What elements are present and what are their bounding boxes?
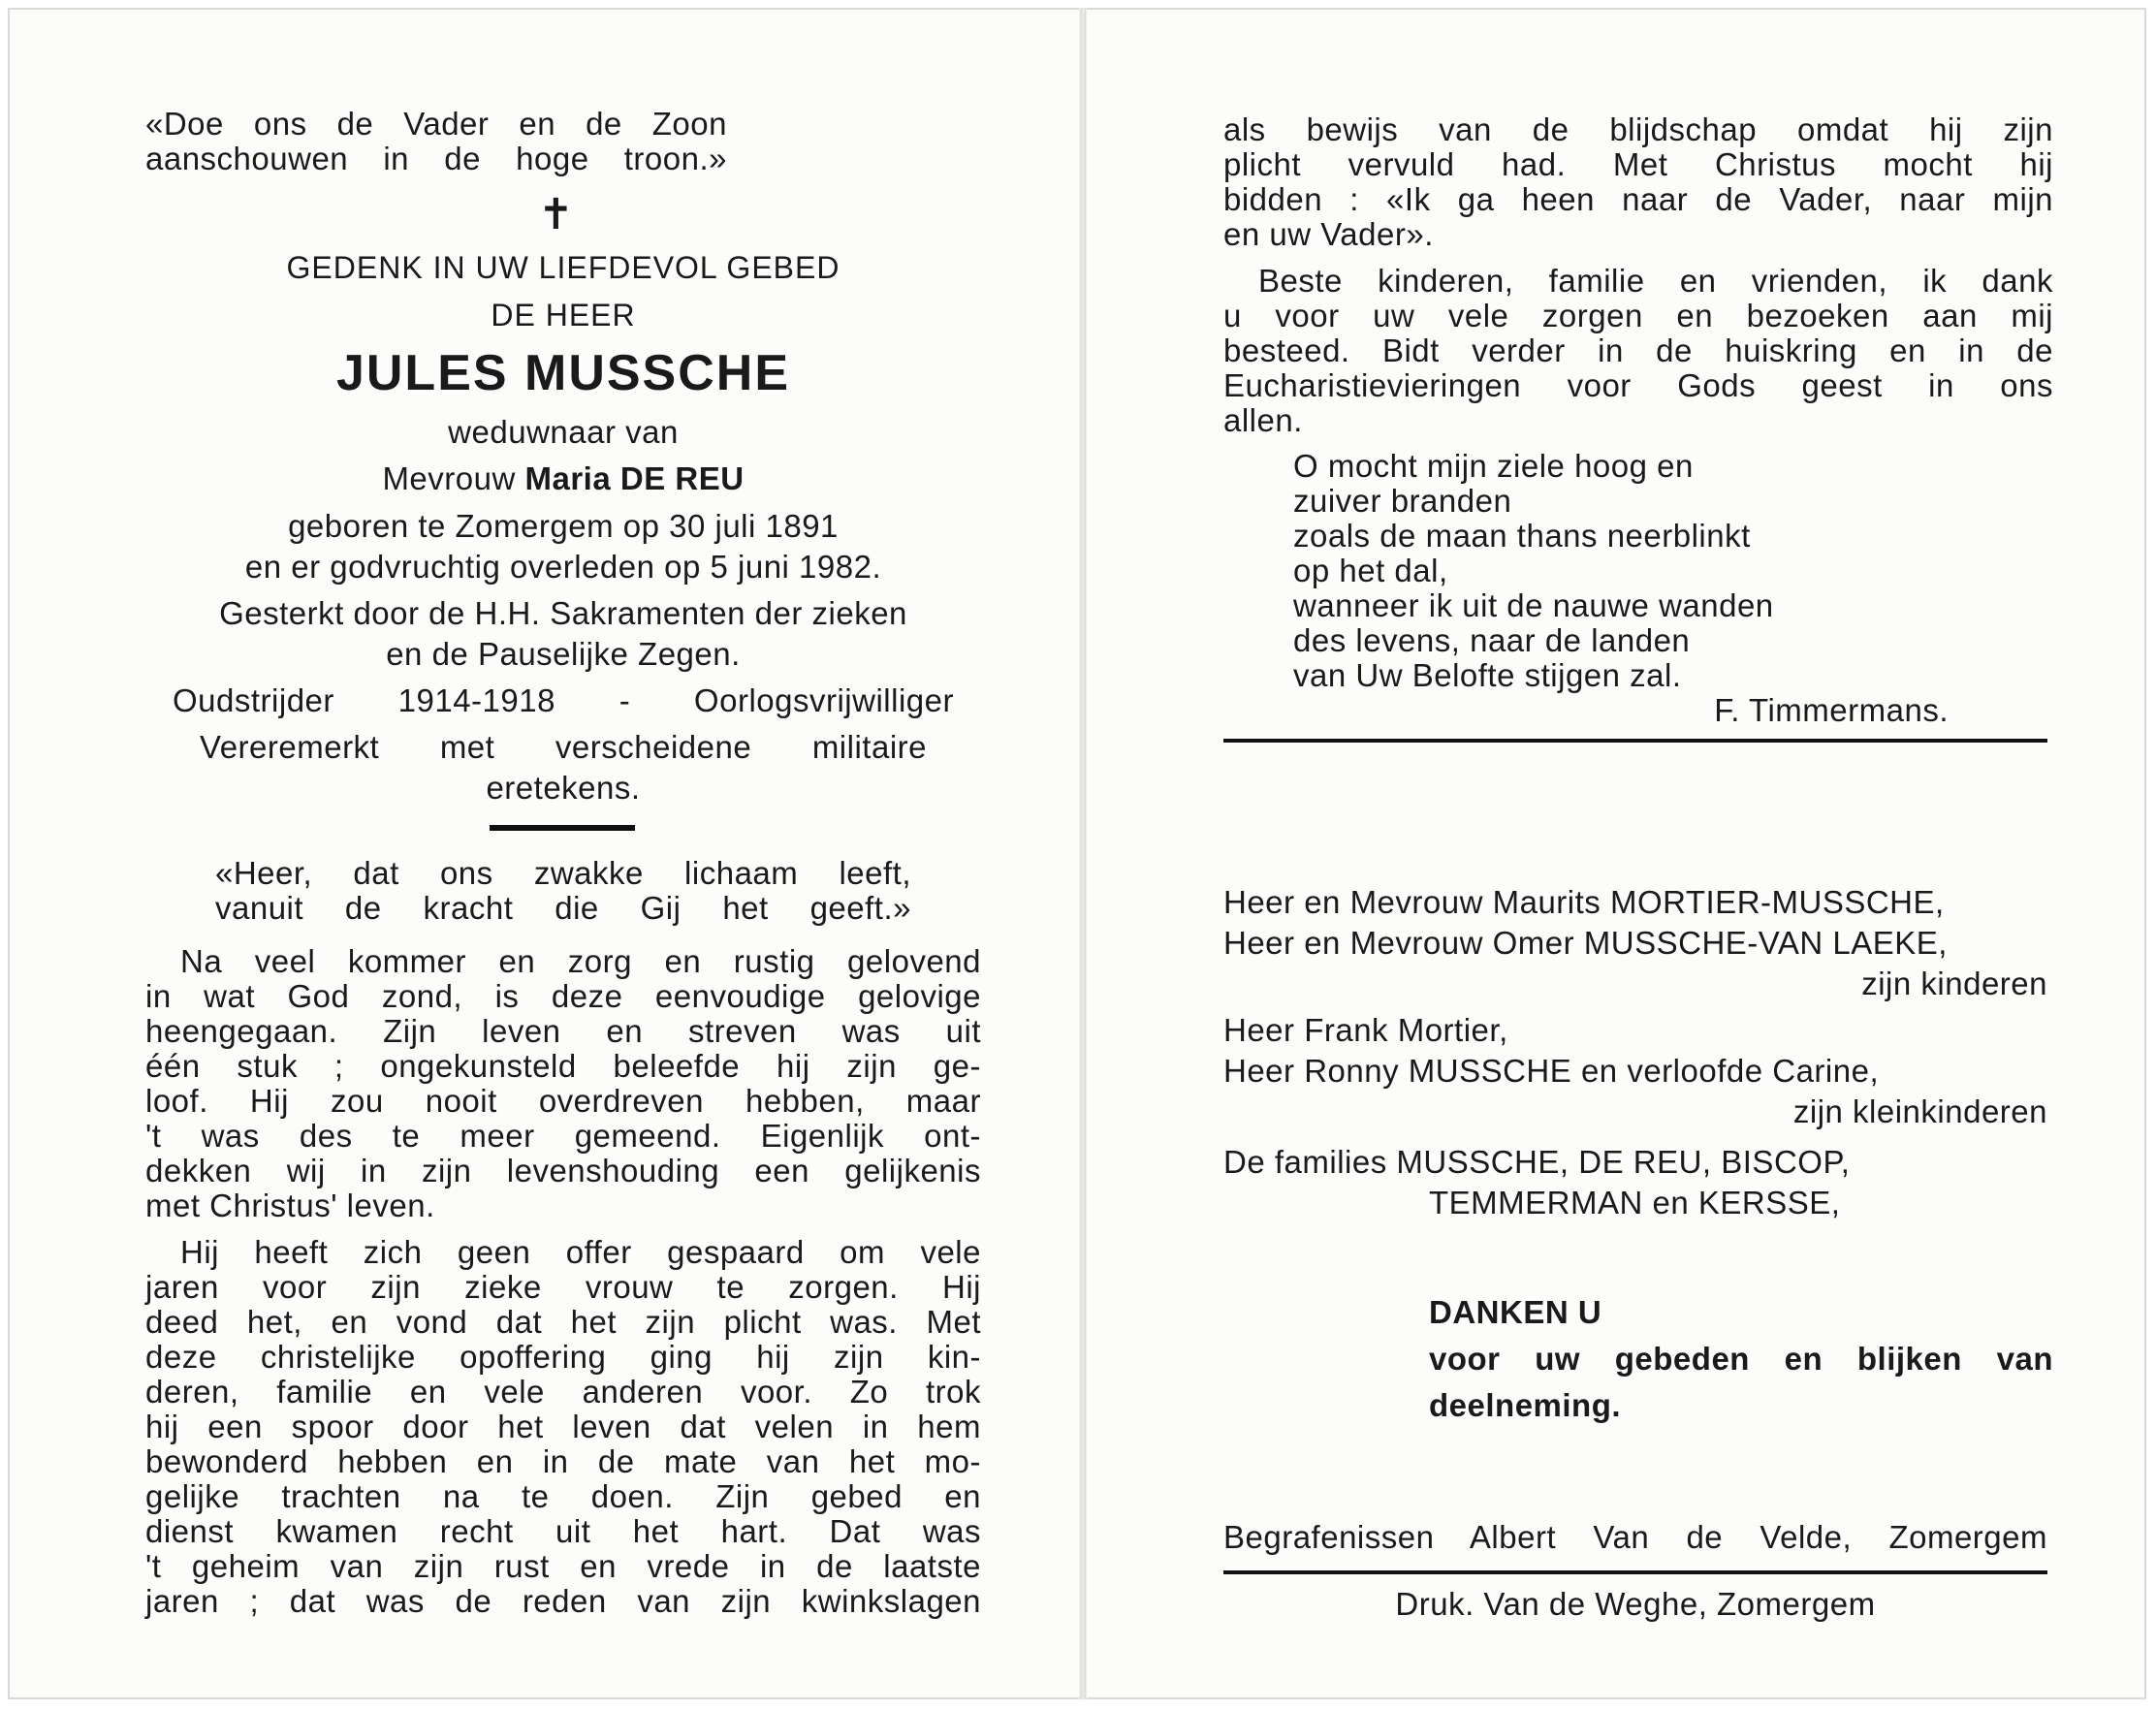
text-line: Na veel kommer en zorg en rustig gelovend: [180, 943, 981, 979]
de-heer-heading: DE HEER: [491, 298, 636, 333]
text-line: één stuk ; ongekunsteld beleefde hij zijn ge-: [145, 1048, 981, 1084]
prayer-quote: [215, 856, 911, 926]
quote-line: aanschouwen in de hoge troon.»: [145, 141, 727, 176]
thanks-block: [1429, 1289, 2053, 1429]
card-fold: [1079, 8, 1087, 1699]
text-line: 't was des te meer gemeend. Eigenlijk ont-: [145, 1118, 981, 1154]
text-line: gelijke trachten na te doen. Zijn gebed en: [145, 1478, 981, 1514]
text-line: deze christelijke opoffering ging hij zijn kin-: [145, 1339, 981, 1375]
poem-author: F. Timmermans.: [1714, 692, 1949, 728]
spouse-name: Maria DE REU: [524, 460, 745, 496]
quote-line: «Heer, dat ons zwakke lichaam leeft,: [215, 855, 911, 891]
thanks-line: deelneming.: [1429, 1387, 1622, 1423]
divider: [1223, 1570, 2047, 1574]
poem-line: zoals de maan thans neerblinkt: [1293, 518, 1751, 554]
poem-line: O mocht mijn ziele hoog en: [1293, 448, 1694, 484]
text-line: heengegaan. Zijn leven en streven was uit: [145, 1013, 981, 1049]
deceased-name: JULES MUSSCHE: [335, 345, 791, 401]
blessing-line: en de Pauselijke Zegen.: [386, 636, 741, 672]
family-line: Heer en Mevrouw Omer MUSSCHE-VAN LAEKE,: [1223, 925, 1948, 961]
poem: [1293, 449, 2053, 693]
text-line: 't geheim van zijn rust en vrede in de laatste: [145, 1548, 981, 1584]
eulogy-paragraph-2: [145, 1235, 981, 1619]
text-line: als bewijs van de blijdschap omdat hij zijn: [1223, 111, 2053, 147]
printer-line: Druk. Van de Weghe, Zomergem: [1395, 1586, 1876, 1622]
poem-line: des levens, naar de landen: [1293, 622, 1691, 658]
family-line: Heer Frank Mortier,: [1223, 1012, 1508, 1048]
text-line: dekken wij in zijn levenshouding een gelijkenis: [145, 1153, 981, 1188]
birth-line: geboren te Zomergem op 30 juli 1891: [288, 508, 839, 544]
text-line: jaren voor zijn zieke vrouw te zorgen. Hij: [145, 1269, 981, 1305]
decorations-line-end: eretekens.: [486, 770, 641, 806]
text-line: Eucharistievieringen voor Gods geest in ons: [1223, 367, 2053, 403]
text-line: Hij heeft zich geen offer gespaard om vele: [180, 1234, 981, 1270]
divider: [490, 825, 635, 831]
thanks-heading: DANKEN U: [1429, 1294, 1602, 1330]
sacraments-line: Gesterkt door de H.H. Sakramenten der zieken: [219, 595, 907, 631]
gedenk-heading: GEDENK IN UW LIEFDEVOL GEBED: [286, 250, 840, 285]
text-line: deren, familie en vele anderen voor. Zo trok: [145, 1374, 981, 1410]
quote-line: vanuit de kracht die Gij het geeft.»: [215, 890, 911, 926]
text-line: met Christus' leven.: [145, 1188, 435, 1223]
cross-icon: ✝: [538, 191, 574, 238]
thanks-line: voor uw gebeden en blijken van: [1429, 1341, 2053, 1377]
poem-line: zuiver branden: [1293, 483, 1512, 519]
text-line: u voor uw vele zorgen en bezoeken aan mij: [1223, 298, 2053, 333]
family-line: De families MUSSCHE, DE REU, BISCOP,: [1223, 1144, 1851, 1180]
opening-quote: [145, 107, 727, 176]
thanks-paragraph: [1223, 264, 2053, 438]
family-role: zijn kinderen: [1861, 966, 2047, 1001]
family-list: [1223, 882, 2053, 1223]
veteran-line: Oudstrijder 1914-1918 - Oorlogsvrijwilliger: [173, 682, 954, 718]
text-line: Beste kinderen, familie en vrienden, ik dank: [1258, 263, 2053, 299]
text-line: allen.: [1223, 402, 1303, 438]
funeral-director: Begrafenissen Albert Van de Velde, Zomergem: [1223, 1519, 2047, 1555]
family-role: zijn kleinkinderen: [1792, 1093, 2047, 1129]
text-line: hij een spoor door het leven dat velen in hem: [145, 1409, 981, 1444]
text-line: bidden : «Ik ga heen naar de Vader, naar mijn: [1223, 181, 2053, 217]
poem-line: van Uw Belofte stijgen zal.: [1293, 657, 1682, 693]
decorations-line: Vereremerkt met verscheidene militaire: [200, 729, 927, 765]
widower-line: weduwnaar van: [448, 414, 679, 450]
text-line: besteed. Bidt verder in de huiskring en in de: [1223, 333, 2053, 368]
poem-line: op het dal,: [1293, 553, 1448, 588]
text-line: plicht vervuld had. Met Christus mocht hij: [1223, 146, 2053, 182]
text-line: loof. Hij zou nooit overdreven hebben, maar: [145, 1083, 981, 1119]
divider: [1223, 739, 2047, 743]
text-line: in wat God zond, is deze eenvoudige gelovige: [145, 978, 981, 1014]
spouse-line: [145, 461, 981, 496]
death-line: en er godvruchtig overleden op 5 juni 1982.: [244, 549, 882, 585]
text-line: jaren ; dat was de reden van zijn kwinkslagen: [145, 1583, 981, 1619]
text-line: dienst kwamen recht uit het hart. Dat was: [145, 1513, 981, 1549]
spouse-prefix: Mevrouw: [382, 460, 516, 496]
quote-line: «Doe ons de Vader en de Zoon: [145, 106, 727, 142]
text-line: bewonderd hebben en in de mate van het mo-: [145, 1443, 981, 1479]
family-line: Heer Ronny MUSSCHE en verloofde Carine,: [1223, 1053, 1880, 1089]
eulogy-paragraph-1: [145, 944, 981, 1223]
family-line: TEMMERMAN en KERSSE,: [1429, 1185, 1841, 1220]
eulogy-paragraph-3: [1223, 112, 2053, 252]
poem-line: wanneer ik uit de nauwe wanden: [1293, 587, 1774, 623]
family-line: Heer en Mevrouw Maurits MORTIER-MUSSCHE,: [1223, 884, 1945, 920]
text-line: deed het, en vond dat het zijn plicht was. Met: [145, 1304, 981, 1340]
text-line: en uw Vader».: [1223, 216, 1434, 252]
